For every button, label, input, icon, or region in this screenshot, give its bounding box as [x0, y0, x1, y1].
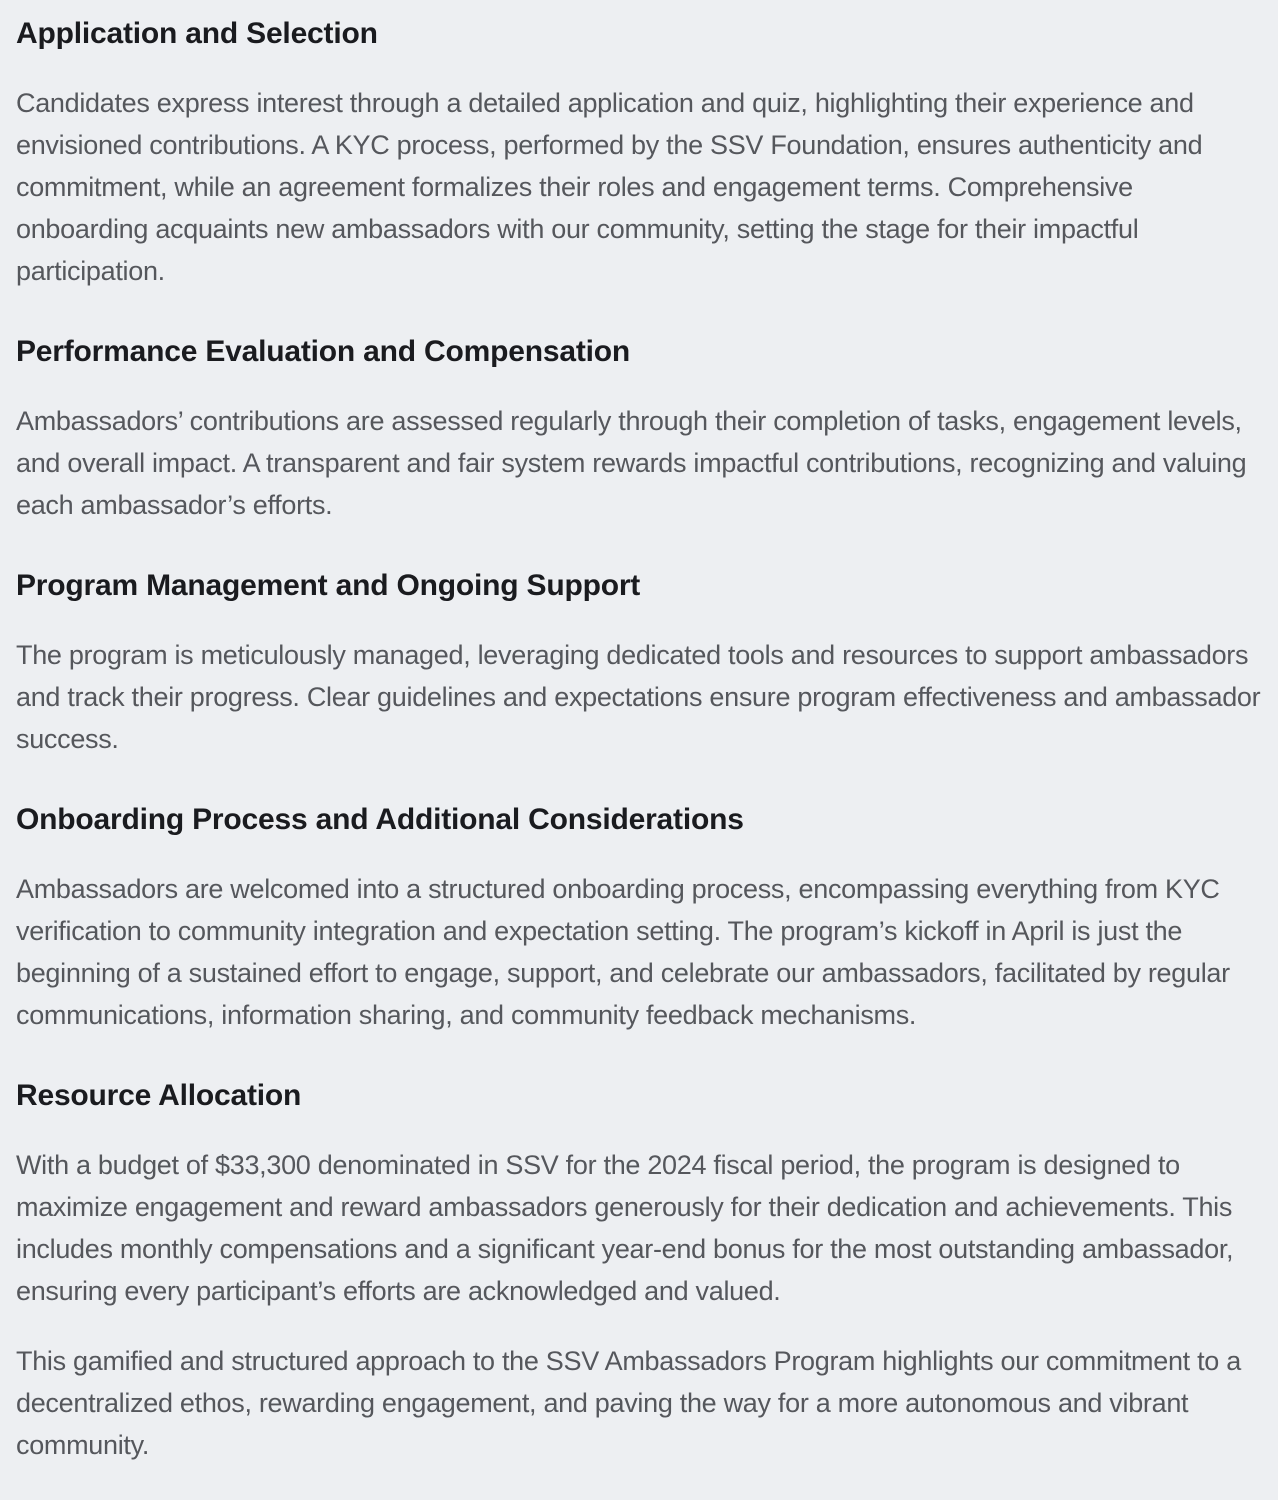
paragraph-closing: This gamified and structured approach to the SSV Ambassadors Program highlights our commitment to a decentralized ethos, rewarding engagement, and paving the way for a more autonomous and vibrant community.	[16, 1346, 1241, 1460]
paragraph: Candidates express interest through a detailed application and quiz, highlighting their experience and envisioned contributions. A KYC process, performed by the SSV Foundation, ensures authenticity and commitment, while an agreement formalizes their roles and engagement terms. Comprehensive onboarding acquaints new ambassadors with our community, setting the stage for their impactful participation.	[16, 88, 1203, 286]
paragraph: Ambassadors’ contributions are assessed regularly through their completion of tasks, engagement levels, and overall impact. A transparent and fair system rewards impactful contributions, recognizing and valuing each ambassador’s efforts.	[16, 406, 1247, 520]
paragraph: Ambassadors are welcomed into a structured onboarding process, encompassing everything from KYC verification to community integration and expectation setting. The program’s kickoff in April is just the beginning of a sustained effort to engage, support, and celebrate our ambassadors, facilitated by regular communications, information sharing, and community feedback mechanisms.	[16, 874, 1230, 1030]
section-heading-resource-allocation: Resource Allocation	[16, 1079, 302, 1112]
section-heading-program-management: Program Management and Ongoing Support	[16, 569, 641, 602]
section-heading-performance-evaluation: Performance Evaluation and Compensation	[16, 335, 630, 368]
section-heading-application-and-selection: Application and Selection	[16, 17, 378, 50]
section-heading-onboarding-process: Onboarding Process and Additional Considerations	[16, 803, 744, 836]
paragraph: The program is meticulously managed, leveraging dedicated tools and resources to support ambassadors and track their progress. Clear guidelines and expectations ensure program effectiveness and ambassador success.	[16, 640, 1261, 754]
paragraph: With a budget of $33,300 denominated in SSV for the 2024 fiscal period, the program is designed to maximize engagement and reward ambassadors generously for their dedication and achievements. This includes monthly compensations and a significant year-end bonus for the most outstanding ambassador, ensuring every participant’s efforts are acknowledged and valued.	[16, 1150, 1234, 1306]
